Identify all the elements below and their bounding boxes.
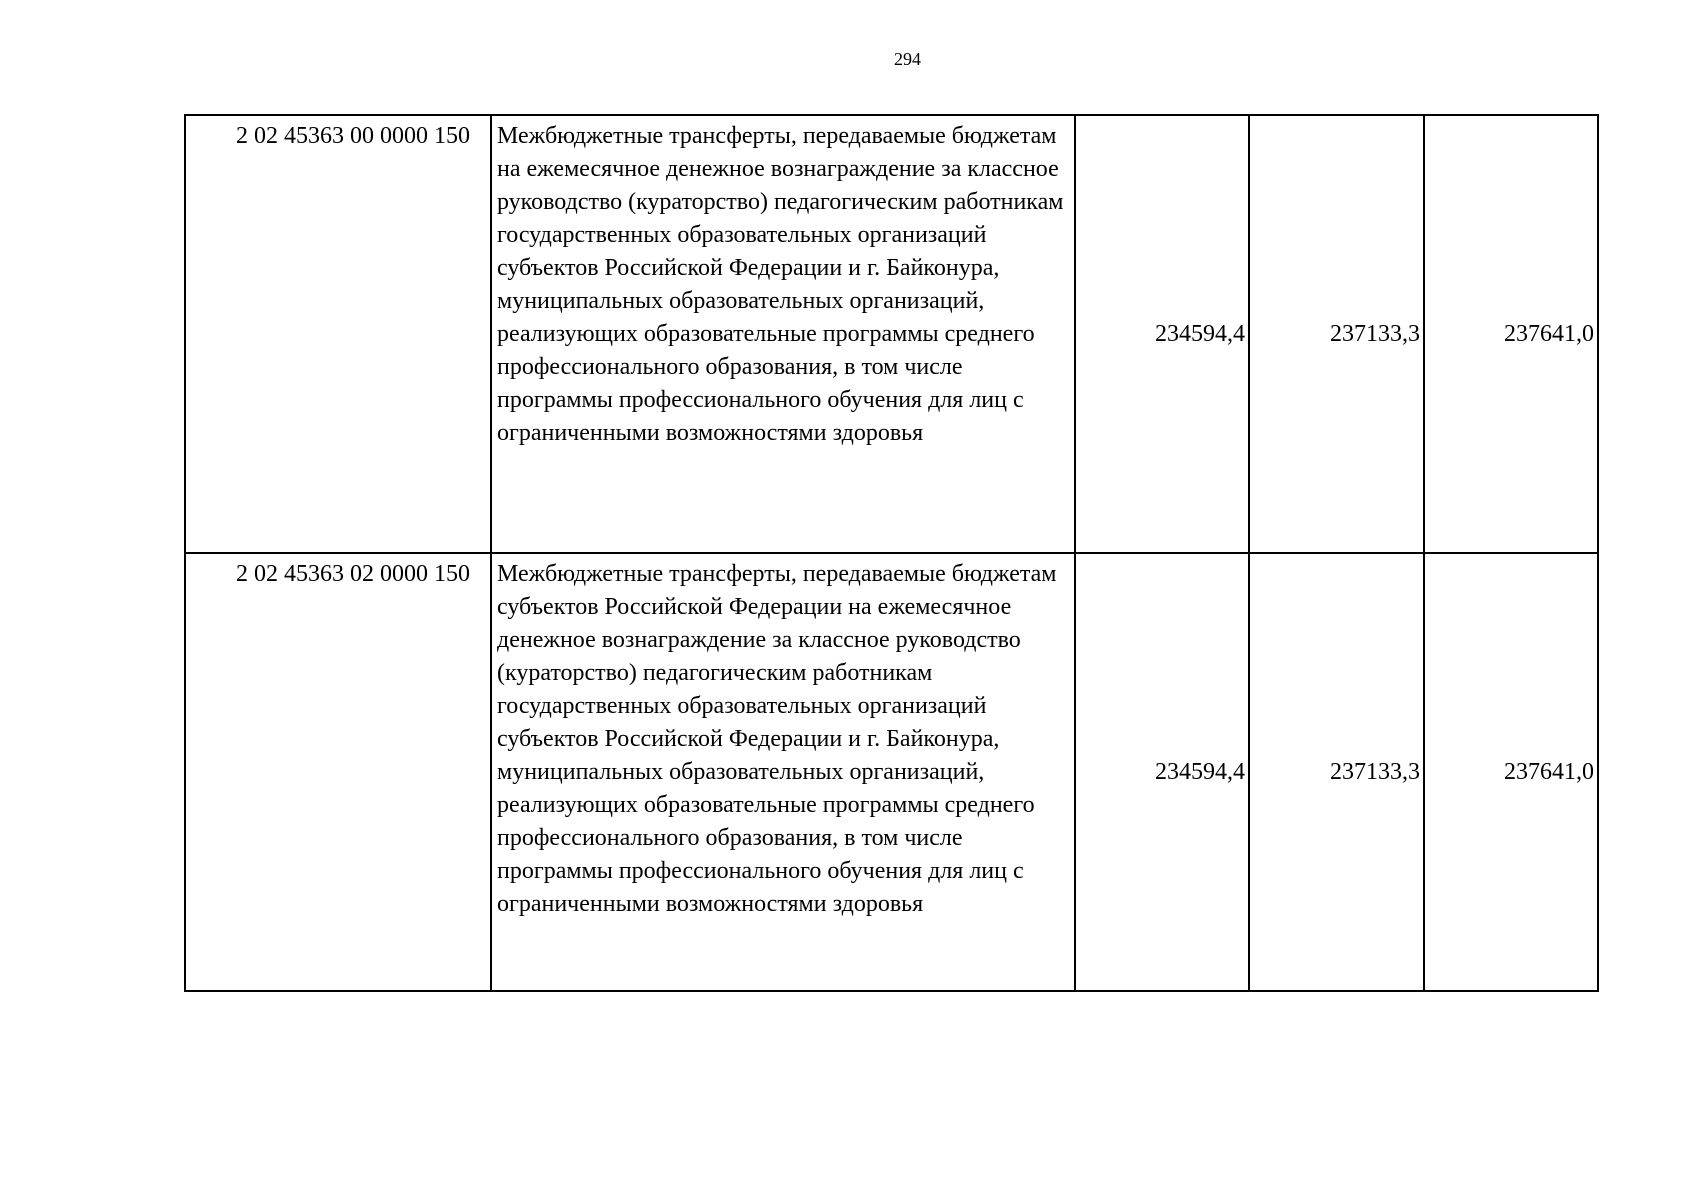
table-row [185, 553, 1598, 991]
budget-code-cell: 2 02 45363 00 0000 150 [185, 115, 491, 553]
description-text: Межбюджетные трансферты, передаваемые бюджетам субъектов Российской Федерации на ежемесячное денежное вознаграждение за классное руководство (кураторство) педагогическим работникам государственных образовательных организаций субъектов Российской Федерации и г. Байконура, муниципальных образовательных организаций, реализующих образовательные программы среднего профессионального образования, в том числе программы профессионального обучения для лиц с ограниченными возможностями здоровья [497, 561, 1057, 917]
description-text: Межбюджетные трансферты, передаваемые бюджетам на ежемесячное денежное вознаграждение за классное руководство (кураторство) педагогическим работникам государственных образовательных организаций субъектов Российской Федерации и г. Байконура, муниципальных образовательных организаций, реализующих образовательные программы среднего профессионального образования, в том числе программы профессионального обучения для лиц с ограниченными возможностями здоровья [497, 123, 1064, 446]
description-cell [491, 115, 1075, 553]
description-cell [491, 553, 1075, 991]
page-number: 294 [894, 49, 921, 69]
budget-table [184, 114, 1599, 992]
budget-code-cell: 2 02 45363 02 0000 150 [185, 553, 491, 991]
amount-cell-year-1: 234594,4 [1075, 553, 1249, 991]
amount-cell-year-2: 237133,3 [1249, 553, 1424, 991]
budget-table-body [185, 115, 1598, 991]
amount-cell-year-2: 237133,3 [1249, 115, 1424, 553]
table-row [185, 115, 1598, 553]
amount-cell-year-3: 237641,0 [1424, 115, 1598, 553]
amount-cell-year-3: 237641,0 [1424, 553, 1598, 991]
amount-cell-year-1: 234594,4 [1075, 115, 1249, 553]
